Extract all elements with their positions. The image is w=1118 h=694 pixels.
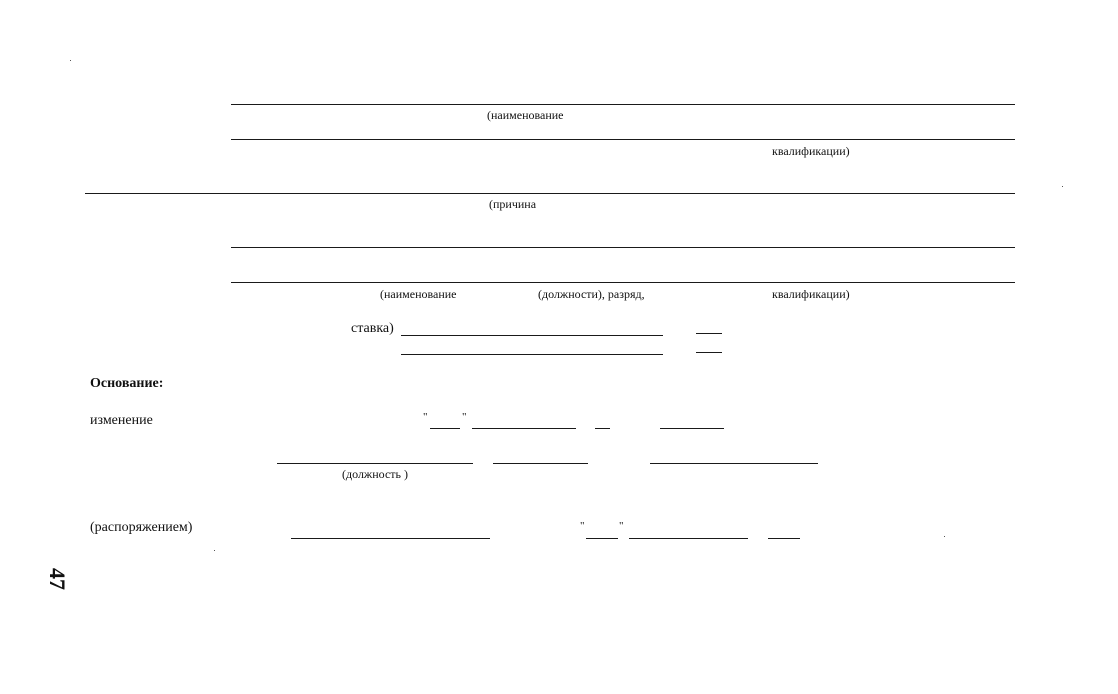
day-field-line[interactable] (430, 428, 460, 429)
stavka-small-line[interactable] (696, 333, 722, 334)
caption-reason: (причина (489, 197, 537, 211)
day-field-line[interactable] (586, 538, 618, 539)
caption-position-grade: (должности), разряд, (538, 287, 645, 301)
label-order: (распоряжением) (90, 520, 193, 535)
month-field-line[interactable] (472, 428, 576, 429)
signature-field-line[interactable] (493, 463, 588, 464)
order-field-line[interactable] (291, 538, 490, 539)
quote-close: " (619, 520, 624, 532)
field-line[interactable] (85, 193, 1015, 194)
year-field-line[interactable] (768, 538, 800, 539)
scan-speck (214, 550, 215, 551)
quote-open: " (580, 520, 585, 532)
scan-speck (944, 536, 945, 537)
caption-qualification-1: квалификации) (772, 144, 850, 158)
field-line[interactable] (231, 139, 1015, 140)
caption-qualification-2: квалификации) (772, 287, 850, 301)
quote-close: " (462, 411, 467, 423)
small-line[interactable] (696, 352, 722, 353)
quote-open: " (423, 411, 428, 423)
position-field-line[interactable] (277, 463, 473, 464)
scan-speck (1062, 186, 1063, 187)
month-field-line[interactable] (629, 538, 748, 539)
label-change: изменение (90, 413, 153, 428)
stavka-field-line[interactable] (401, 335, 663, 336)
year-field-line[interactable] (595, 428, 610, 429)
field-line[interactable] (401, 354, 663, 355)
field-line[interactable] (231, 104, 1015, 105)
page-number: 47 (45, 568, 70, 590)
caption-name-2: (наименование (380, 287, 457, 301)
number-field-line[interactable] (660, 428, 724, 429)
field-line[interactable] (231, 247, 1015, 248)
field-line[interactable] (231, 282, 1015, 283)
label-stavka: ставка) (351, 321, 394, 336)
scan-speck (70, 60, 71, 61)
basis-heading: Основание: (90, 376, 164, 391)
full-name-field-line[interactable] (650, 463, 818, 464)
caption-position: (должность ) (342, 467, 408, 481)
caption-name-1: (наименование (487, 108, 564, 122)
